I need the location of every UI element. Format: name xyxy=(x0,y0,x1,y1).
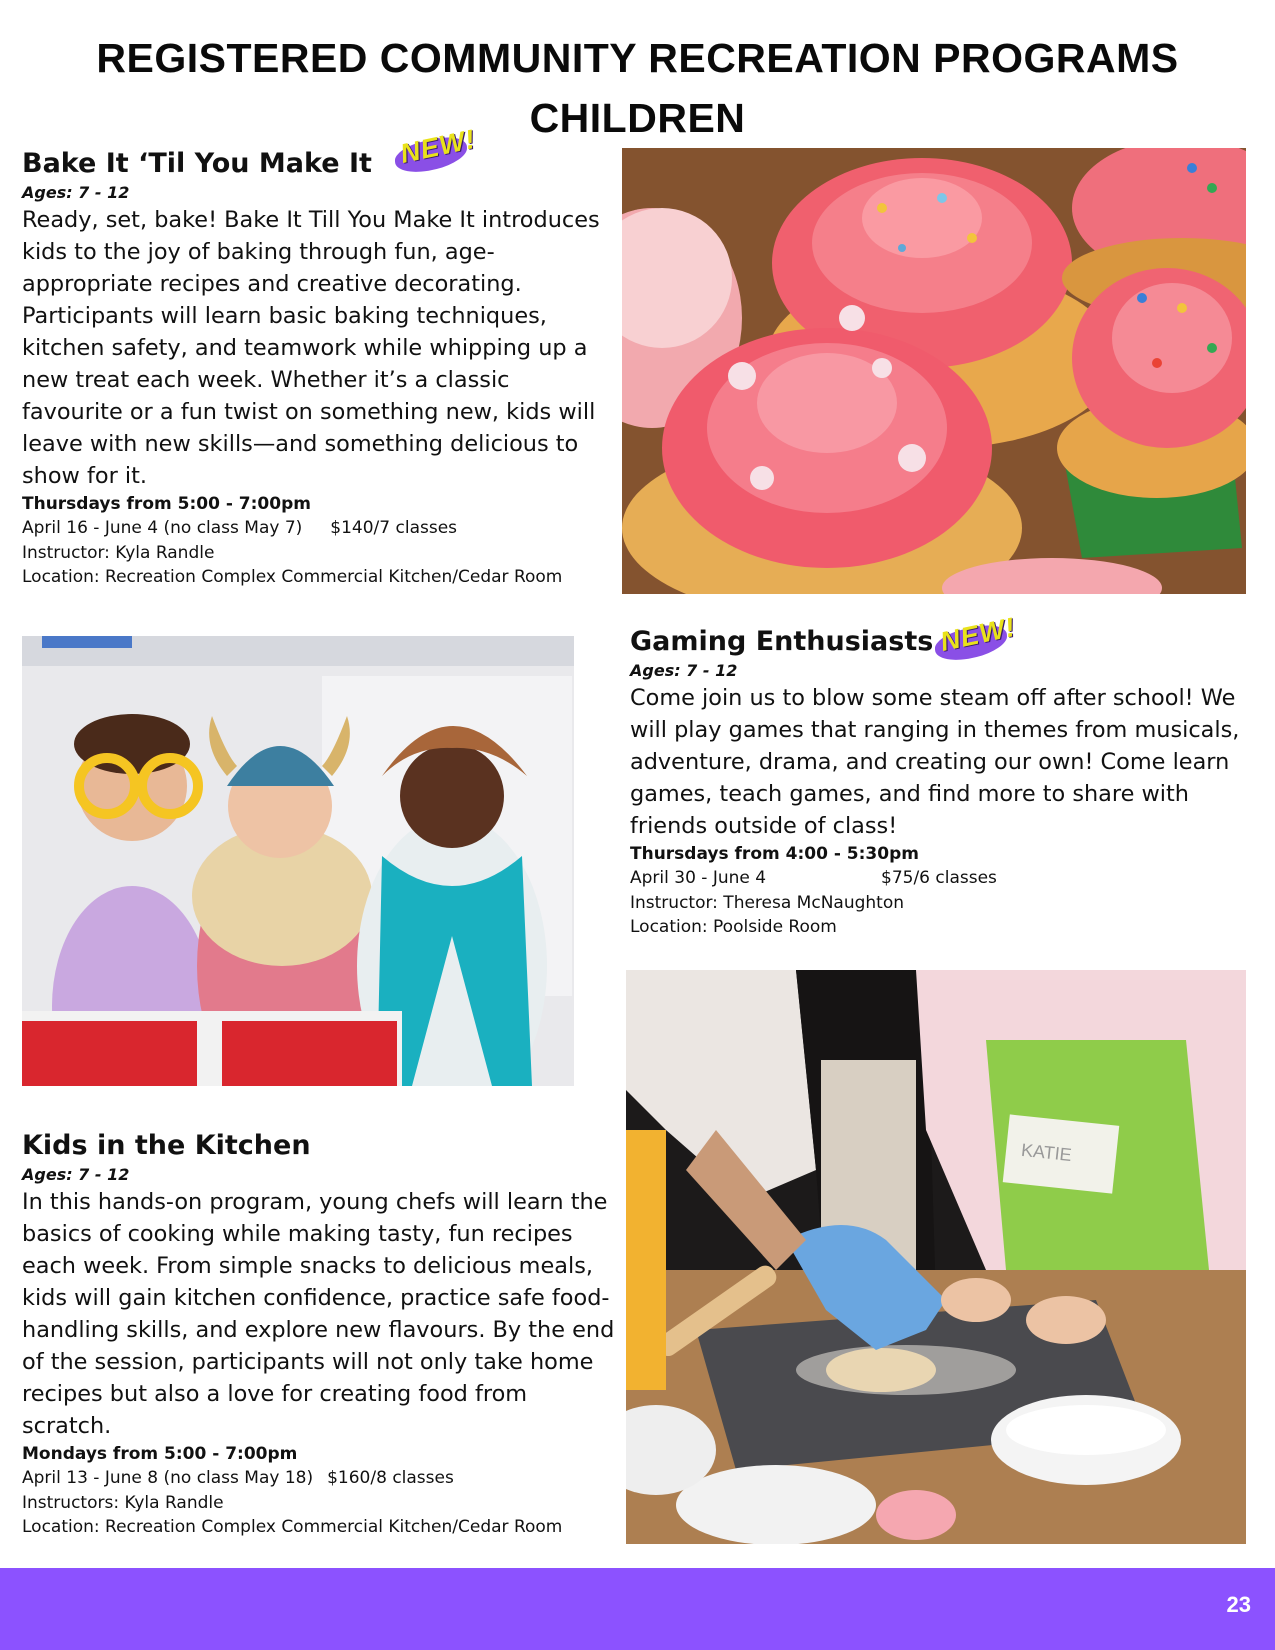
program-dates-price xyxy=(630,866,1250,891)
kids-dress-up-photo xyxy=(22,636,574,1086)
program-ages: Ages: 7 - 12 xyxy=(22,183,130,202)
program-instructor: Instructor: Kyla Randle xyxy=(22,542,215,563)
badge-text: NEW! xyxy=(937,611,1019,657)
program-location: Location: Poolside Room xyxy=(630,917,837,937)
program-price: $140/7 classes xyxy=(330,518,458,538)
program-title: Kids in the Kitchen xyxy=(22,1130,311,1161)
program-instructor: Instructor: Theresa McNaughton xyxy=(630,892,905,913)
program-description: Come join us to blow some steam off after school! We will play games that ranging in themes from musicals, adventure, drama, and creating our own! Come learn games, teach games, and find more to share with friends outside of class! xyxy=(630,685,1240,839)
program-title: Gaming Enthusiasts xyxy=(630,626,934,657)
footer-bar xyxy=(0,1568,1275,1650)
program-dates: April 16 - June 4 (no class May 7) xyxy=(22,518,303,538)
new-badge xyxy=(928,612,1020,668)
program-description: Ready, set, bake! Bake It Till You Make It introduces kids to the joy of baking through fun, age-appropriate recipes and creative decorating. Participants will learn basic baking techniques, kitchen safety, and teamwork while whipping up a new treat each week. Whether it’s a classic favourite or a fun twist on something new, kids will leave with new skills—and something delicious to show for it. xyxy=(22,207,600,489)
program-schedule: Mondays from 5:00 - 7:00pm xyxy=(22,1444,298,1464)
program-location: Location: Recreation Complex Commercial Kitchen/Cedar Room xyxy=(22,567,563,587)
program-dates-price xyxy=(22,516,602,541)
program-dates-price xyxy=(22,1466,617,1491)
program-ages: Ages: 7 - 12 xyxy=(630,661,738,680)
apron-name-tag: KATIE xyxy=(1020,1139,1073,1166)
program-price: $75/6 classes xyxy=(881,868,997,888)
kitchen-photo xyxy=(626,970,1246,1544)
program-description: In this hands-on program, young chefs will learn the basics of cooking while making tasty, fun recipes each week. From simple snacks to delicious meals, kids will gain kitchen confidence, practice safe food-handling skills, and explore new flavours. By the end of the session, participants will not only take home recipes but also a love for creating food from scratch. xyxy=(22,1189,615,1439)
program-location: Location: Recreation Complex Commercial Kitchen/Cedar Room xyxy=(22,1517,563,1537)
program-kids-in-the-kitchen xyxy=(22,1128,617,1540)
program-dates: April 30 - June 4 xyxy=(630,868,767,888)
program-dates: April 13 - June 8 (no class May 18) xyxy=(22,1468,314,1488)
new-badge xyxy=(388,124,480,180)
badge-text: NEW! xyxy=(397,123,479,169)
program-ages: Ages: 7 - 12 xyxy=(22,1165,130,1184)
program-instructor: Instructors: Kyla Randle xyxy=(22,1492,224,1513)
program-price: $160/8 classes xyxy=(327,1468,454,1488)
page-title-line1: REGISTERED COMMUNITY RECREATION PROGRAMS xyxy=(96,35,1179,81)
page-title-line2: CHILDREN xyxy=(529,95,746,141)
program-bake-it xyxy=(22,146,602,590)
page-title xyxy=(0,28,1275,148)
program-schedule: Thursdays from 4:00 - 5:30pm xyxy=(630,844,919,864)
program-title: Bake It ‘Til You Make It xyxy=(22,148,372,179)
page-number: 23 xyxy=(1226,1592,1251,1617)
cupcakes-photo xyxy=(622,148,1246,594)
program-schedule: Thursdays from 5:00 - 7:00pm xyxy=(22,494,311,514)
program-gaming-enthusiasts xyxy=(630,624,1250,940)
